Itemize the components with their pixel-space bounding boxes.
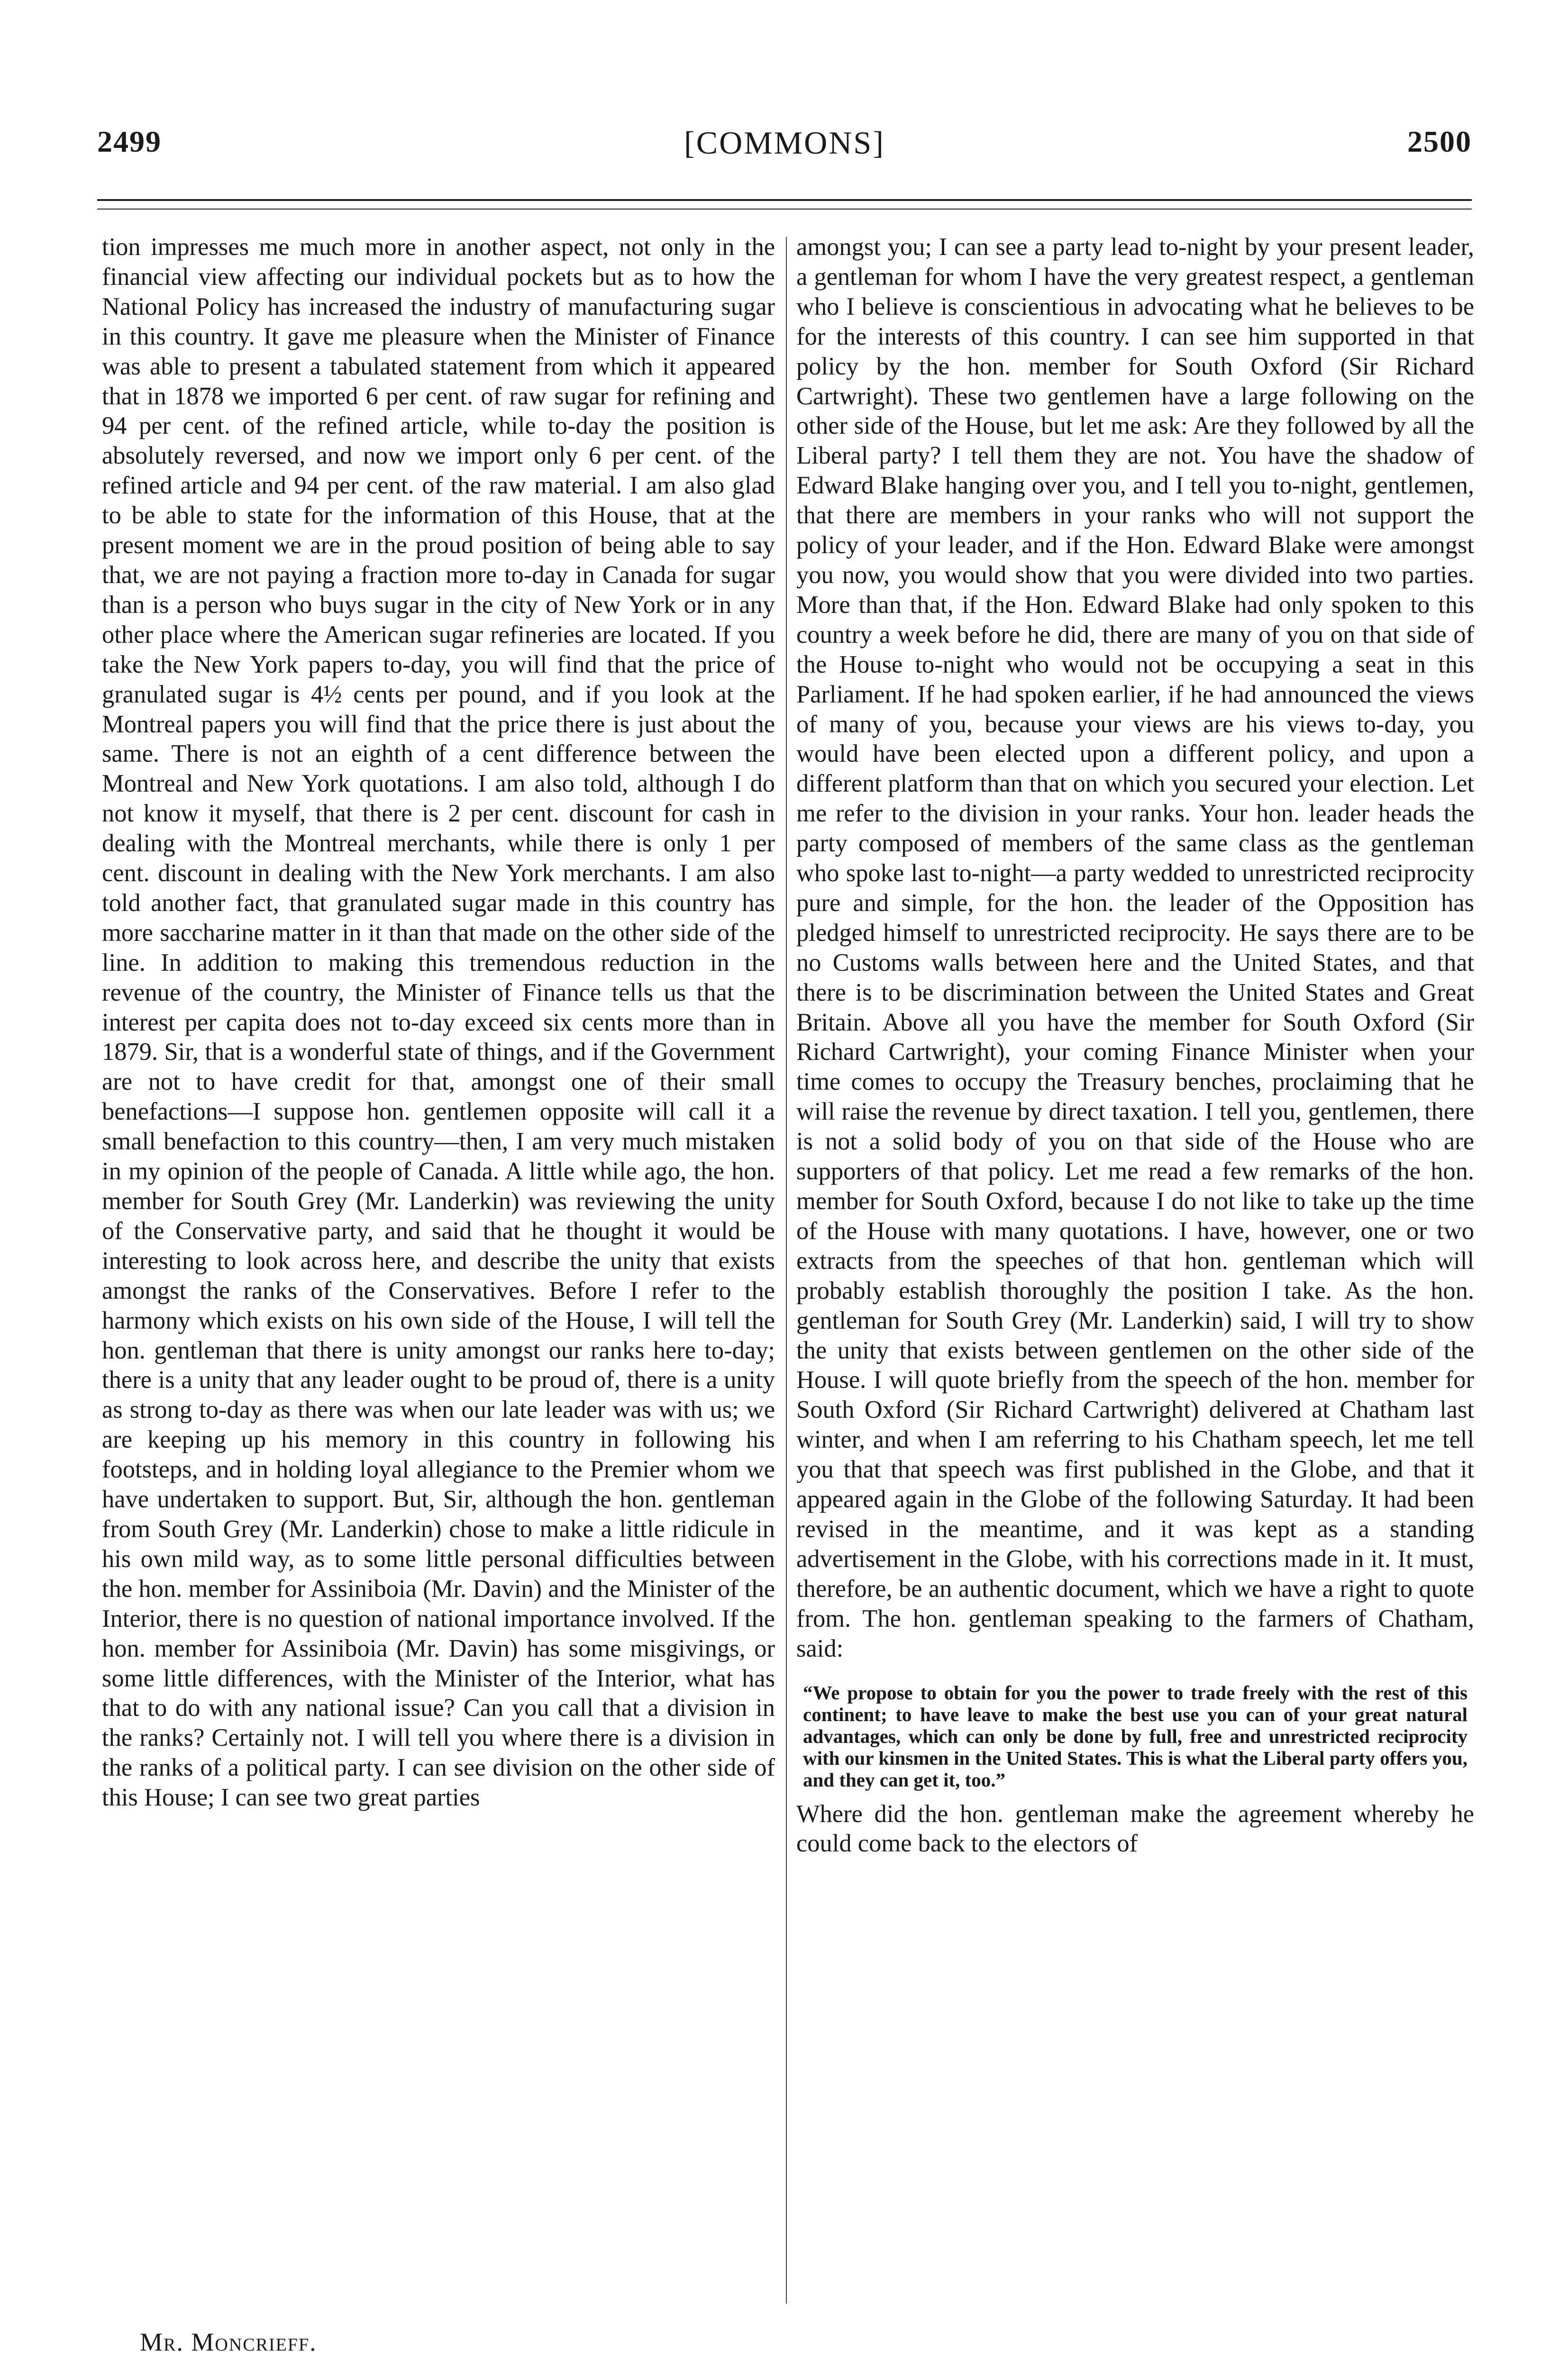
left-column [102,232,775,1813]
block-quote: “We propose to obtain for you the power to trade freely with the rest of this continent; to have leave to make the best use you can of your great natural advantages, which can only be done by full, free and unrestricted reciprocity with our kinsmen in the United States. This is what the Liberal party offers you, and they can get it, too.” [803,1681,1468,1791]
column-divider [786,237,787,2304]
running-head: [COMMONS] [684,125,885,161]
page-number-left: 2499 [97,125,162,158]
speaker-label: Mr. Moncrieff. [140,2328,317,2356]
left-column-text: tion impresses me much more in another aspect, not only in the financial view affecting our individual pockets but as to how the National Policy has increased the industry of manufacturing sugar in this country. It gave me pleasure when the Minister of Finance was able to present a tabulated statement from which it appeared that in 1878 we imported 6 per cent. of raw sugar for refining and 94 per cent. of the refined article, while to-day the position is absolutely reversed, and now we import only 6 per cent. of the refined article and 94 per cent. of the raw material. I am also glad to be able to state for the information of this House, that at the present moment we are in the proud position of being able to say that, we are not paying a fraction more to-day in Canada for sugar than is a person who buys sugar in the city of New York or in any other place where the American sugar refineries are located. If you take the New York papers to-day, you will find that the price of granulated sugar is 4½ cents per pound, and if you look at the Montreal papers you will find that the price there is just about the same. There is not an eighth of a cent difference between the Montreal and New York quotations. I am also told, although I do not know it myself, that there is 2 per cent. discount for cash in dealing with the Montreal merchants, while there is only 1 per cent. discount in dealing with the New York merchants. I am also told another fact, that granulated sugar made in this country has more saccharine matter in it than that made on the other side of the line. In addition to making this tremendous reduction in the revenue of the country, the Minister of Finance tells us that the interest per capita does not to-day exceed six cents more than in 1879. Sir, that is a wonderful state of things, and if the Government are not to have credit for that, amongst one of their small benefactions—I suppose hon. gentlemen opposite will call it a small benefaction to this country—then, I am very much mistaken in my opinion of the people of Canada. A little while ago, the hon. member for South Grey (Mr. Landerkin) was reviewing the unity of the Conservative party, and said that he thought it would be interesting to look across here, and describe the unity that exists amongst the ranks of the Conservatives. Before I refer to the harmony which exists on his own side of the House, I will tell the hon. gentleman that there is unity amongst our ranks here to-day; there is a unity that any leader ought to be proud of, there is a unity as strong to-day as there was when our late leader was with us; we are keeping up his memory in this country in following his footsteps, and in holding loyal allegiance to the Premier whom we have undertaken to support. But, Sir, although the hon. gentleman from South Grey (Mr. Landerkin) chose to make a little ridicule in his own mild way, as to some little personal difficulties between the hon. member for Assiniboia (Mr. Davin) and the Minister of the Interior, there is no question of national importance involved. If the hon. member for Assiniboia (Mr. Davin) has some misgivings, or some little differences, with the Minister of the Interior, what has that to do with any national issue? Can you call that a division in the ranks? Certainly not. I will tell you where there is a division in the ranks of a political party. I can see division on the other side of this House; I can see two great parties [102,233,775,1812]
right-column-text: amongst you; I can see a party lead to-night by your present leader, a gentleman for whom I have the very greatest respect, a gentleman who I believe is conscientious in advocating what he believes to be for the interests of this country. I can see him supported in that policy by the hon. member for South Oxford (Sir Richard Cartwright). These two gentlemen have a large following on the other side of the House, but let me ask: Are they followed by all the Liberal party? I tell them they are not. You have the shadow of Edward Blake hanging over you, and I tell you to-night, gentlemen, that there are members in your ranks who will not support the policy of your leader, and if the Hon. Edward Blake were amongst you now, you would show that you were divided into two parties. More than that, if the Hon. Edward Blake had only spoken to this country a week before he did, there are many of you on that side of the House to-night who would not be occupying a seat in this Parliament. If he had spoken earlier, if he had announced the views of many of you, because your views are his views to-day, you would have been elected upon a different policy, and upon a different platform than that on which you secured your election. Let me refer to the division in your ranks. Your hon. leader heads the party composed of members of the same class as the gentleman who spoke last to-night—a party wedded to unrestricted reciprocity pure and simple, for the hon. the leader of the Opposition has pledged himself to unrestricted reciprocity. He says there are to be no Customs walls between here and the United States, and that there is to be discrimination between the United States and Great Britain. Above all you have the member for South Oxford (Sir Richard Cartwright), your coming Finance Minister when your time comes to occupy the Treasury benches, proclaiming that he will raise the revenue by direct taxation. I tell you, gentlemen, there is not a solid body of you on that side of the House who are supporters of that policy. Let me read a few remarks of the hon. member for South Oxford, because I do not like to take up the time of the House with many quotations. I have, however, one or two extracts from the speeches of that hon. gentleman which will probably establish thoroughly the position I take. As the hon. gentleman for South Grey (Mr. Landerkin) said, I will try to show the unity that exists between gentlemen on the other side of the House. I will quote briefly from the speech of the hon. member for South Oxford (Sir Richard Cartwright) delivered at Chatham last winter, and when I am referring to his Chatham speech, let me tell you that that speech was first published in the Globe, and that it appeared again in the Globe of the following Saturday. It had been revised in the meantime, and it was kept as a standing advertisement in the Globe, with his corrections made in it. It must, therefore, be an authentic document, which we have a right to quote from. The hon. gentleman speaking to the farmers of Chatham, said: [796,233,1474,1662]
page-number-right: 2500 [1407,125,1472,158]
right-column-continuation: Where did the hon. gentleman make the agreement whereby he could come back to the electors of [796,1800,1474,1858]
header-rule-thin [97,209,1472,210]
right-column [796,232,1474,1859]
header-rule-thick [97,199,1472,201]
speaker-name [140,2327,317,2357]
page-header [97,124,1472,176]
